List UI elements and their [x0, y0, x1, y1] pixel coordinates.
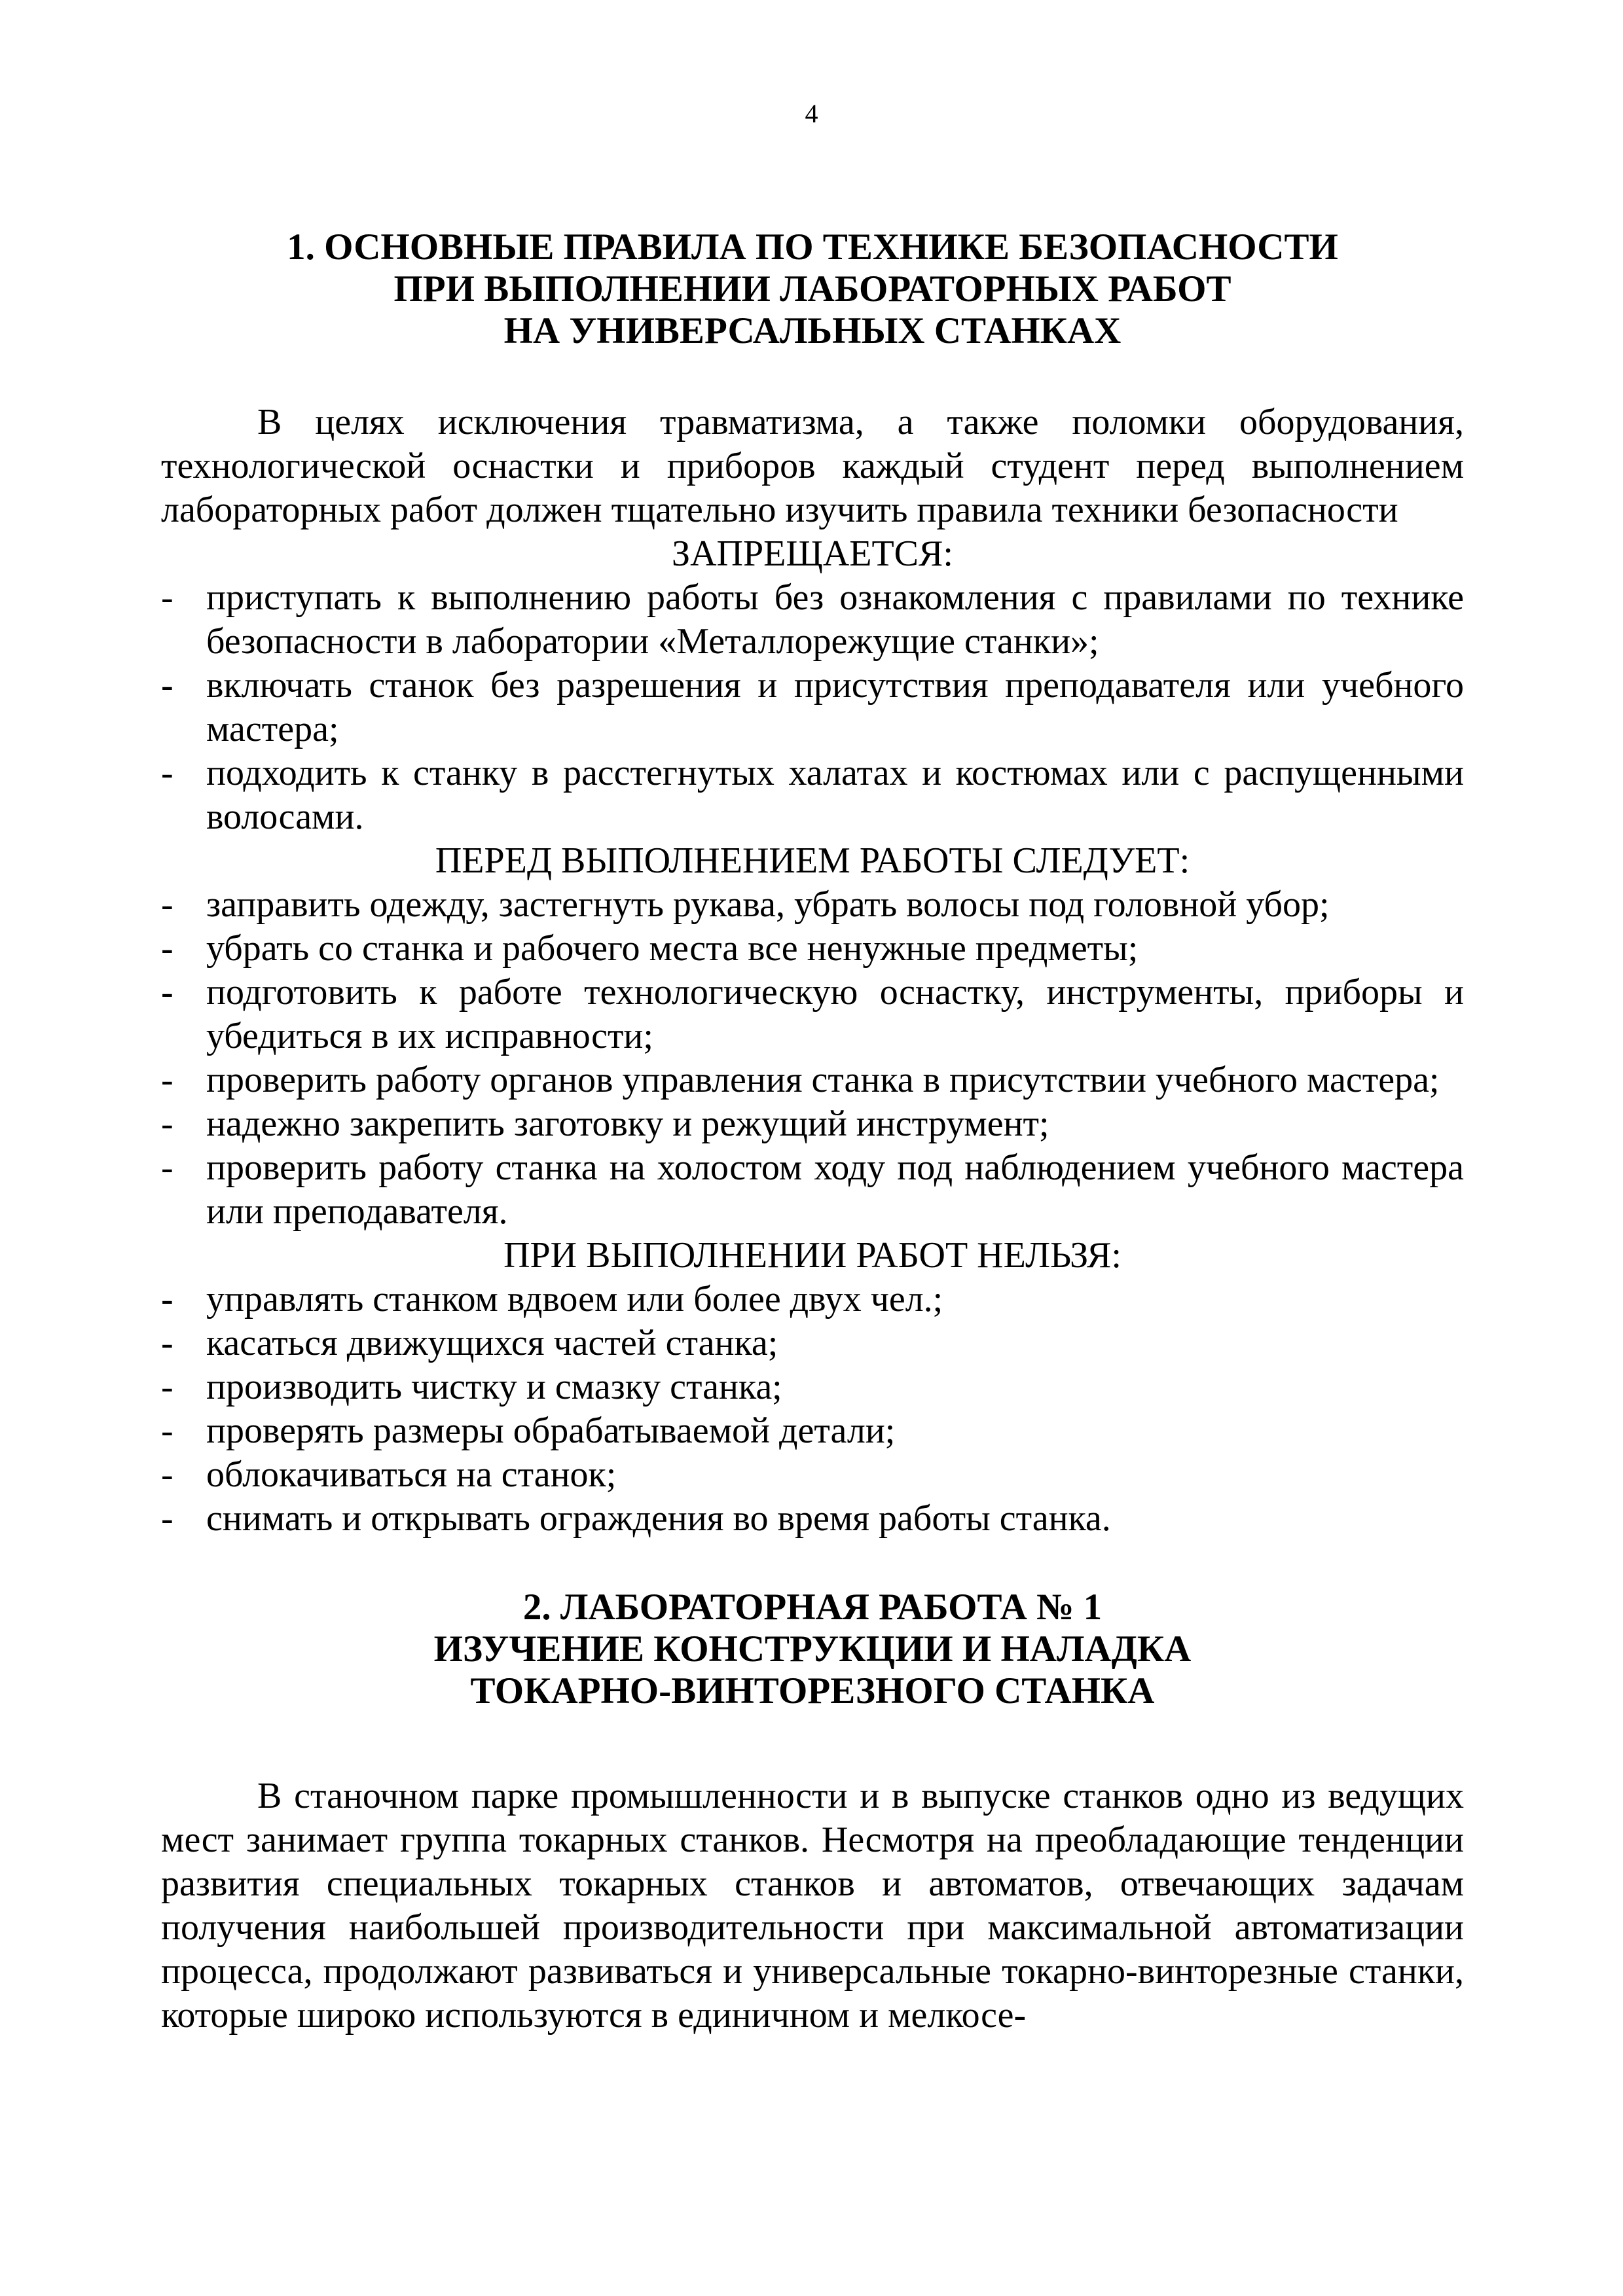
list-dash: -: [161, 753, 173, 793]
list-item: [161, 927, 1464, 971]
list-item-text: управлять станком вдвоем или более двух чел.;: [206, 1279, 943, 1319]
list-item-text: облокачиваться на станок;: [206, 1454, 617, 1495]
section-2-heading-line: ТОКАРНО-ВИНТОРЕЗНОГО СТАНКА: [470, 1670, 1155, 1712]
list-dash: -: [161, 665, 173, 706]
list-item: [161, 971, 1464, 1058]
lathe-intro-paragraph: В станочном парке промышленности и в выпуске станков одно из ведущих мест занимает группа токарных станков. Несмотря на преобладающие тенденции развития специальных токарных станков и автоматов, отвечающих задачам получения наибольшей производительности при максимальной автоматизации процесса, продолжают развиваться и универсальные токарно-винторезные станки, которые широко используются в единичном и мелкосе-: [161, 1776, 1464, 2036]
section-1-heading-line: ПРИ ВЫПОЛНЕНИИ ЛАБОРАТОРНЫХ РАБОТ: [393, 268, 1231, 310]
list-dash: -: [161, 1103, 173, 1144]
page-number: 4: [805, 99, 818, 128]
list-dash: -: [161, 1279, 173, 1319]
list-item: [161, 1497, 1464, 1541]
before-work-subheading: ПЕРЕД ВЫПОЛНЕНИЕМ РАБОТЫ СЛЕДУЕТ:: [435, 840, 1190, 881]
section-1-heading-line: НА УНИВЕРСАЛЬНЫХ СТАНКАХ: [503, 310, 1122, 351]
before-work-list: [161, 883, 1464, 1234]
list-item: [161, 1453, 1464, 1497]
list-item-text: убрать со станка и рабочего места все ненужные предметы;: [206, 928, 1139, 969]
list-dash: -: [161, 1323, 173, 1363]
list-item-text: надежно закрепить заготовку и режущий инструмент;: [206, 1103, 1049, 1144]
list-item-text: подготовить к работе технологическую оснастку, инструменты, приборы и убедиться в их исправности;: [206, 972, 1464, 1056]
section-2-heading: [161, 1587, 1464, 1712]
list-dash: -: [161, 972, 173, 1013]
list-item-text: включать станок без разрешения и присутствия преподавателя или учебного мастера;: [206, 665, 1464, 749]
list-item-text: производить чистку и смазку станка;: [206, 1367, 782, 1407]
list-dash: -: [161, 577, 173, 618]
list-dash: -: [161, 928, 173, 969]
list-item-text: проверить работу органов управления станка в присутствии учебного мастера;: [206, 1060, 1440, 1100]
list-item: [161, 576, 1464, 664]
list-item: [161, 1365, 1464, 1409]
section-1-heading-line: 1. ОСНОВНЫЕ ПРАВИЛА ПО ТЕХНИКЕ БЕЗОПАСНОСТИ: [287, 226, 1338, 268]
list-dash: -: [161, 1060, 173, 1100]
list-dash: -: [161, 1498, 173, 1539]
list-item-text: приступать к выполнению работы без ознакомления с правилами по технике безопасности в лаборатории «Металлорежущие станки»;: [206, 577, 1464, 662]
page-content: [161, 226, 1464, 2037]
during-work-subheading: ПРИ ВЫПОЛНЕНИИ РАБОТ НЕЛЬЗЯ:: [503, 1235, 1122, 1276]
list-item-text: заправить одежду, застегнуть рукава, убрать волосы под головной убор;: [206, 884, 1330, 925]
list-item: [161, 883, 1464, 927]
list-item: [161, 1409, 1464, 1453]
list-dash: -: [161, 884, 173, 925]
list-item: [161, 1058, 1464, 1102]
section-1-heading: [161, 226, 1464, 352]
list-dash: -: [161, 1454, 173, 1495]
list-item-text: снимать и открывать ограждения во время работы станка.: [206, 1498, 1111, 1539]
list-item: [161, 751, 1464, 839]
list-item-text: проверять размеры обрабатываемой детали;: [206, 1410, 896, 1451]
during-work-list: [161, 1278, 1464, 1541]
list-item: [161, 1146, 1464, 1234]
list-item-text: проверить работу станка на холостом ходу под наблюдением учебного мастера или преподавателя.: [206, 1147, 1464, 1232]
list-dash: -: [161, 1410, 173, 1451]
section-2-heading-line: ИЗУЧЕНИЕ КОНСТРУКЦИИ И НАЛАДКА: [433, 1628, 1192, 1670]
forbidden-subheading: ЗАПРЕЩАЕТСЯ:: [672, 533, 953, 574]
list-item: [161, 1278, 1464, 1321]
list-item: [161, 664, 1464, 751]
list-item: [161, 1321, 1464, 1365]
list-dash: -: [161, 1367, 173, 1407]
list-item: [161, 1102, 1464, 1146]
section-2-heading-line: 2. ЛАБОРАТОРНАЯ РАБОТА № 1: [522, 1587, 1103, 1628]
forbidden-list: [161, 576, 1464, 839]
safety-intro-paragraph: В целях исключения травматизма, а также поломки оборудования, технологической оснастки и приборов каждый студент перед выполнением лабораторных работ должен тщательно изучить правила техники безопасности: [161, 402, 1464, 530]
list-item-text: касаться движущихся частей станка;: [206, 1323, 778, 1363]
list-item-text: подходить к станку в расстегнутых халатах и костюмах или с распущенными волосами.: [206, 753, 1464, 837]
list-dash: -: [161, 1147, 173, 1188]
